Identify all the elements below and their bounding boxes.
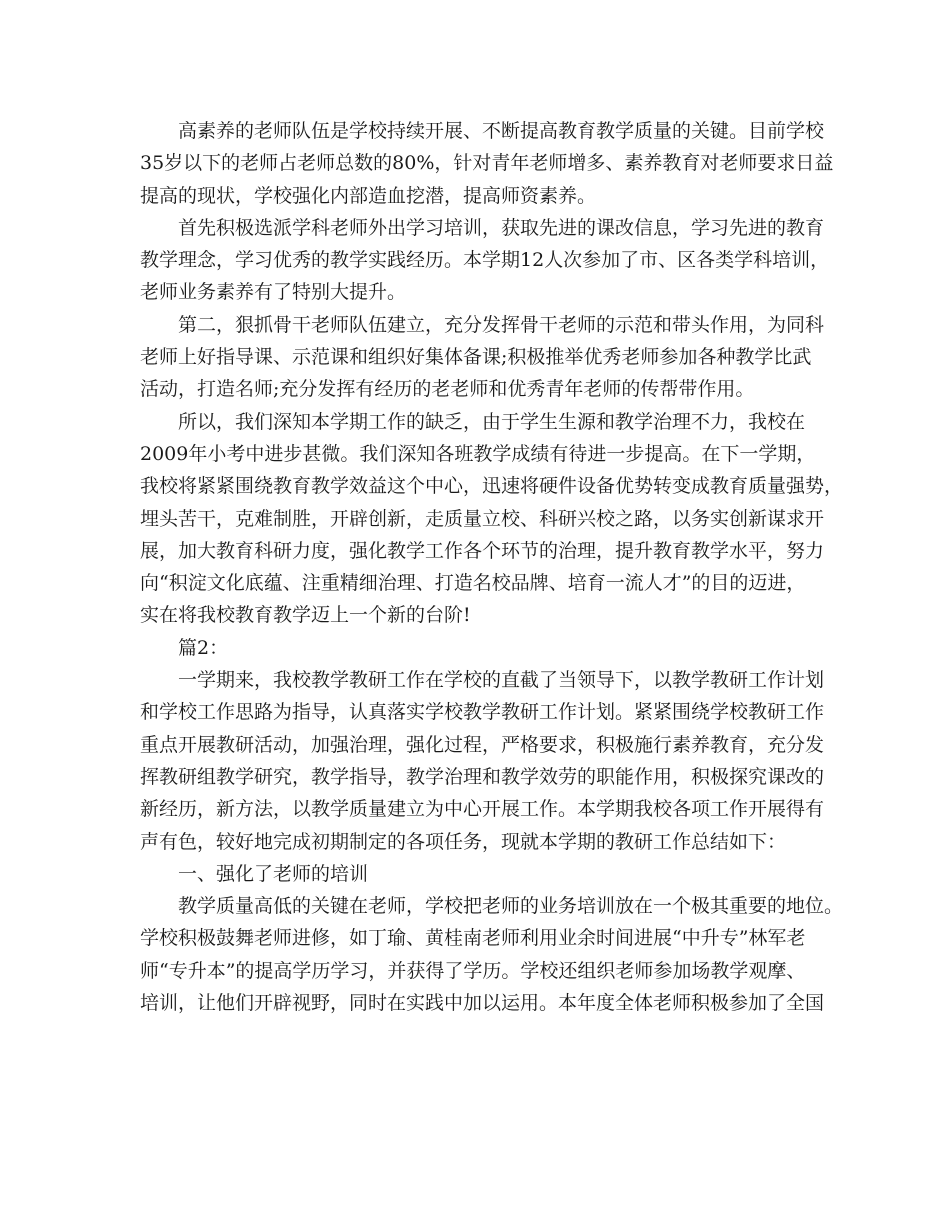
text-line: 第二，狠抓骨干老师队伍建立，充分发挥骨干老师的示范和带头作用，为同科	[178, 313, 825, 336]
text-line: 教学理念，学习优秀的教学实践经历。本学期12人次参加了市、区各类学科培训，	[140, 249, 830, 272]
text-line: 向“积淀文化底蕴、注重精细治理、打造名校品牌、培育一流人才”的目的迈进，	[140, 572, 806, 595]
text-line: 一、强化了老师的培训	[178, 862, 369, 885]
text-line: 首先积极选派学科老师外出学习培训，获取先进的课改信息，学习先进的教育	[178, 216, 825, 239]
text-line: 埋头苦干，克难制胜，开辟创新，走质量立校、科研兴校之路，以务实创新谋求开	[140, 507, 825, 530]
text-line: 教学质量高低的关键在老师，学校把老师的业务培训放在一个极其重要的地位。	[178, 895, 844, 918]
text-line: 35岁以下的老师占老师总数的80%，针对青年老师增多、素养教育对老师要求日益	[140, 152, 834, 175]
text-line: 篇2：	[178, 636, 229, 659]
text-line: 和学校工作思路为指导，认真落实学校教学教研工作计划。紧紧围绕学校教研工作	[140, 701, 825, 724]
text-line: 新经历，新方法，以教学质量建立为中心开展工作。本学期我校各项工作开展得有	[140, 798, 825, 821]
text-line: 一学期来，我校教学教研工作在学校的直截了当领导下，以教学教研工作计划	[178, 669, 825, 692]
text-line: 2009年小考中进步甚微。我们深知各班教学成绩有待进一步提高。在下一学期，	[140, 442, 816, 465]
text-line: 展，加大教育科研力度，强化教学工作各个环节的治理，提升教育教学水平，努力	[140, 539, 825, 562]
text-line: 学校积极鼓舞老师进修，如丁瑜、黄桂南老师利用业余时间进展“中升专”林军老	[140, 927, 806, 950]
document-body	[140, 115, 844, 1019]
text-line: 培训，让他们开辟视野，同时在实践中加以运用。本年度全体老师积极参加了全国	[140, 992, 825, 1015]
text-line: 活动，打造名师;充分发挥有经历的老老师和优秀青年老师的传帮带作用。	[140, 378, 755, 401]
text-line: 提高的现状，学校强化内部造血挖潜，提高师资素养。	[140, 184, 597, 207]
text-line: 挥教研组教学研究，教学指导，教学治理和教学效劳的职能作用，积极探究课改的	[140, 765, 825, 788]
text-line: 老师业务素养有了特别大提升。	[140, 281, 407, 304]
text-line: 我校将紧紧围绕教育教学效益这个中心，迅速将硬件设备优势转变成教育质量强势，	[140, 475, 844, 498]
text-line: 老师上好指导课、示范课和组织好集体备课;积极推举优秀老师参加各种教学比武	[140, 346, 812, 369]
text-line: 声有色，较好地完成初期制定的各项任务，现就本学期的教研工作总结如下：	[140, 830, 787, 853]
text-line: 重点开展教研活动，加强治理，强化过程，严格要求，积极施行素养教育，充分发	[140, 733, 825, 756]
text-line: 实在将我校教育教学迈上一个新的台阶!	[140, 604, 471, 627]
text-line: 师“专升本”的提高学历学习，并获得了学历。学校还组织老师参加场教学观摩、	[140, 959, 806, 982]
text-line: 所以，我们深知本学期工作的缺乏，由于学生生源和教学治理不力，我校在	[178, 410, 806, 433]
text-line: 高素养的老师队伍是学校持续开展、不断提高教育教学质量的关键。目前学校	[178, 120, 825, 142]
